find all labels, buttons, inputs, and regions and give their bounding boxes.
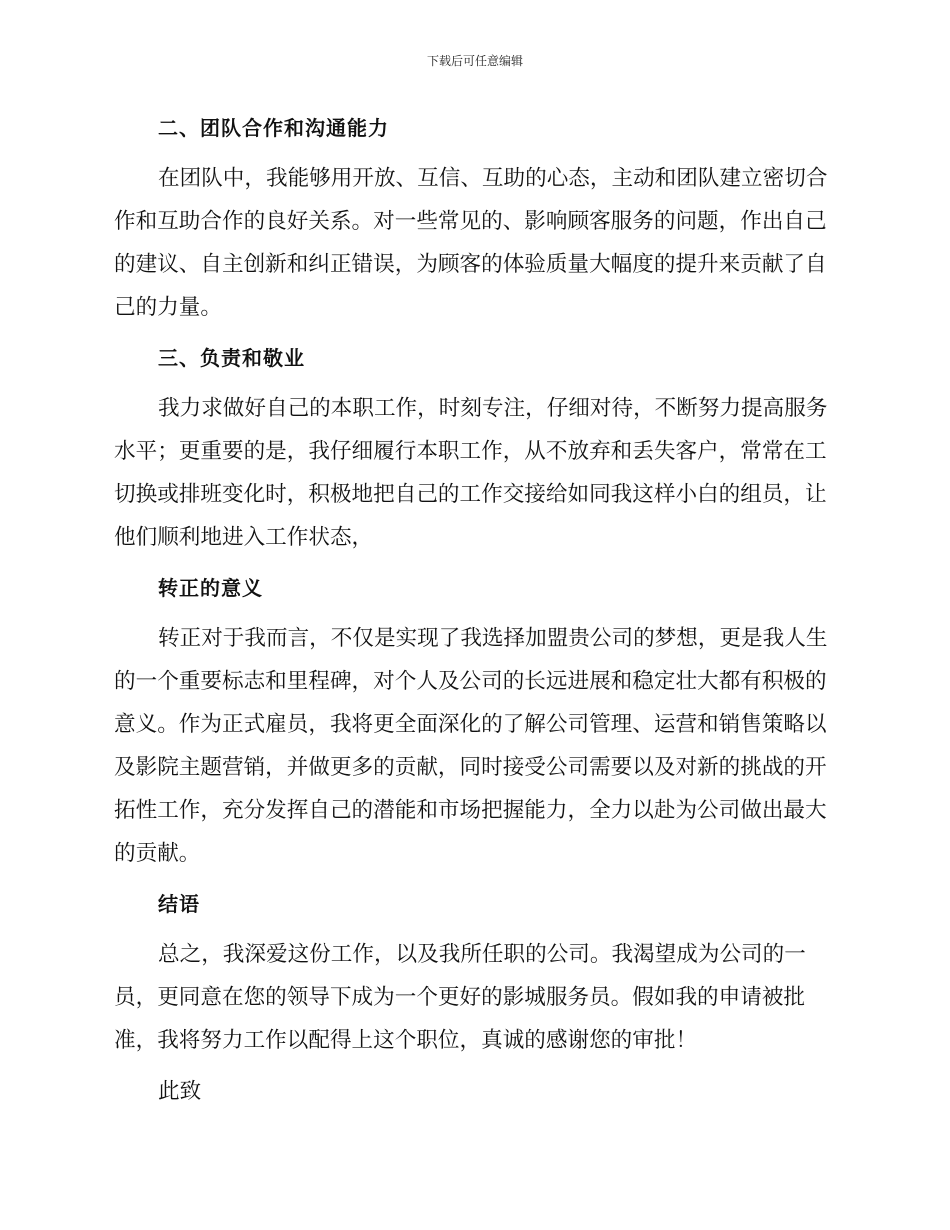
page-header-note: 下载后可任意编辑 — [426, 54, 523, 68]
paragraph-responsibility — [114, 387, 830, 559]
document-body — [114, 107, 830, 1113]
text-line: 我力求做好自己的本职工作，时刻专注，仔细对待，不断努力提高服务 — [158, 396, 828, 421]
text-line: 水平；更重要的是，我仔细履行本职工作，从不放弃和丢失客户，常常在工 — [114, 439, 827, 464]
text-line: 他们顺利地进入工作状态， — [114, 525, 374, 550]
section-heading-significance: 转正的意义 — [158, 576, 263, 600]
section-heading-conclusion: 结语 — [158, 892, 200, 916]
text-line: 的贡献。 — [114, 841, 201, 866]
text-line: 员，更同意在您的领导下成为一个更好的影城服务员。假如我的申请被批 — [114, 985, 806, 1010]
paragraph-significance — [114, 617, 830, 875]
text-line: 转正对于我而言，不仅是实现了我选择加盟贵公司的梦想，更是我人生 — [158, 626, 828, 651]
text-line: 的一个重要标志和里程碑，对个人及公司的长远进展和稳定壮大都有积极的 — [114, 669, 827, 694]
text-line: 切换或排班变化时，积极地把自己的工作交接给如同我这样小白的组员，让 — [114, 482, 827, 507]
text-line: 在团队中，我能够用开放、互信、互助的心态，主动和团队建立密切合 — [158, 166, 828, 191]
text-line: 拓性工作，充分发挥自己的潜能和市场把握能力，全力以赴为公司做出最大 — [114, 798, 827, 823]
text-line: 的建议、自主创新和纠正错误，为顾客的体验质量大幅度的提升来贡献了自 — [114, 252, 827, 277]
text-line: 作和互助合作的良好关系。对一些常见的、影响顾客服务的问题，作出自己 — [114, 209, 827, 234]
section-heading-teamwork: 二、团队合作和沟通能力 — [158, 116, 389, 140]
section-heading-responsibility: 三、负责和敬业 — [158, 346, 305, 370]
paragraph-teamwork — [114, 157, 830, 329]
text-line: 准，我将努力工作以配得上这个职位，真诚的感谢您的审批！ — [114, 1028, 698, 1053]
paragraph-conclusion — [114, 933, 830, 1062]
closing-salutation: 此致 — [158, 1079, 202, 1104]
text-line: 总之，我深爱这份工作，以及我所任职的公司。我渴望成为公司的一 — [158, 942, 806, 967]
text-line: 及影院主题营销，并做更多的贡献，同时接受公司需要以及对新的挑战的开 — [114, 755, 827, 780]
text-line: 意义。作为正式雇员，我将更全面深化的了解公司管理、运营和销售策略以 — [114, 712, 827, 737]
text-line: 己的力量。 — [114, 295, 222, 320]
